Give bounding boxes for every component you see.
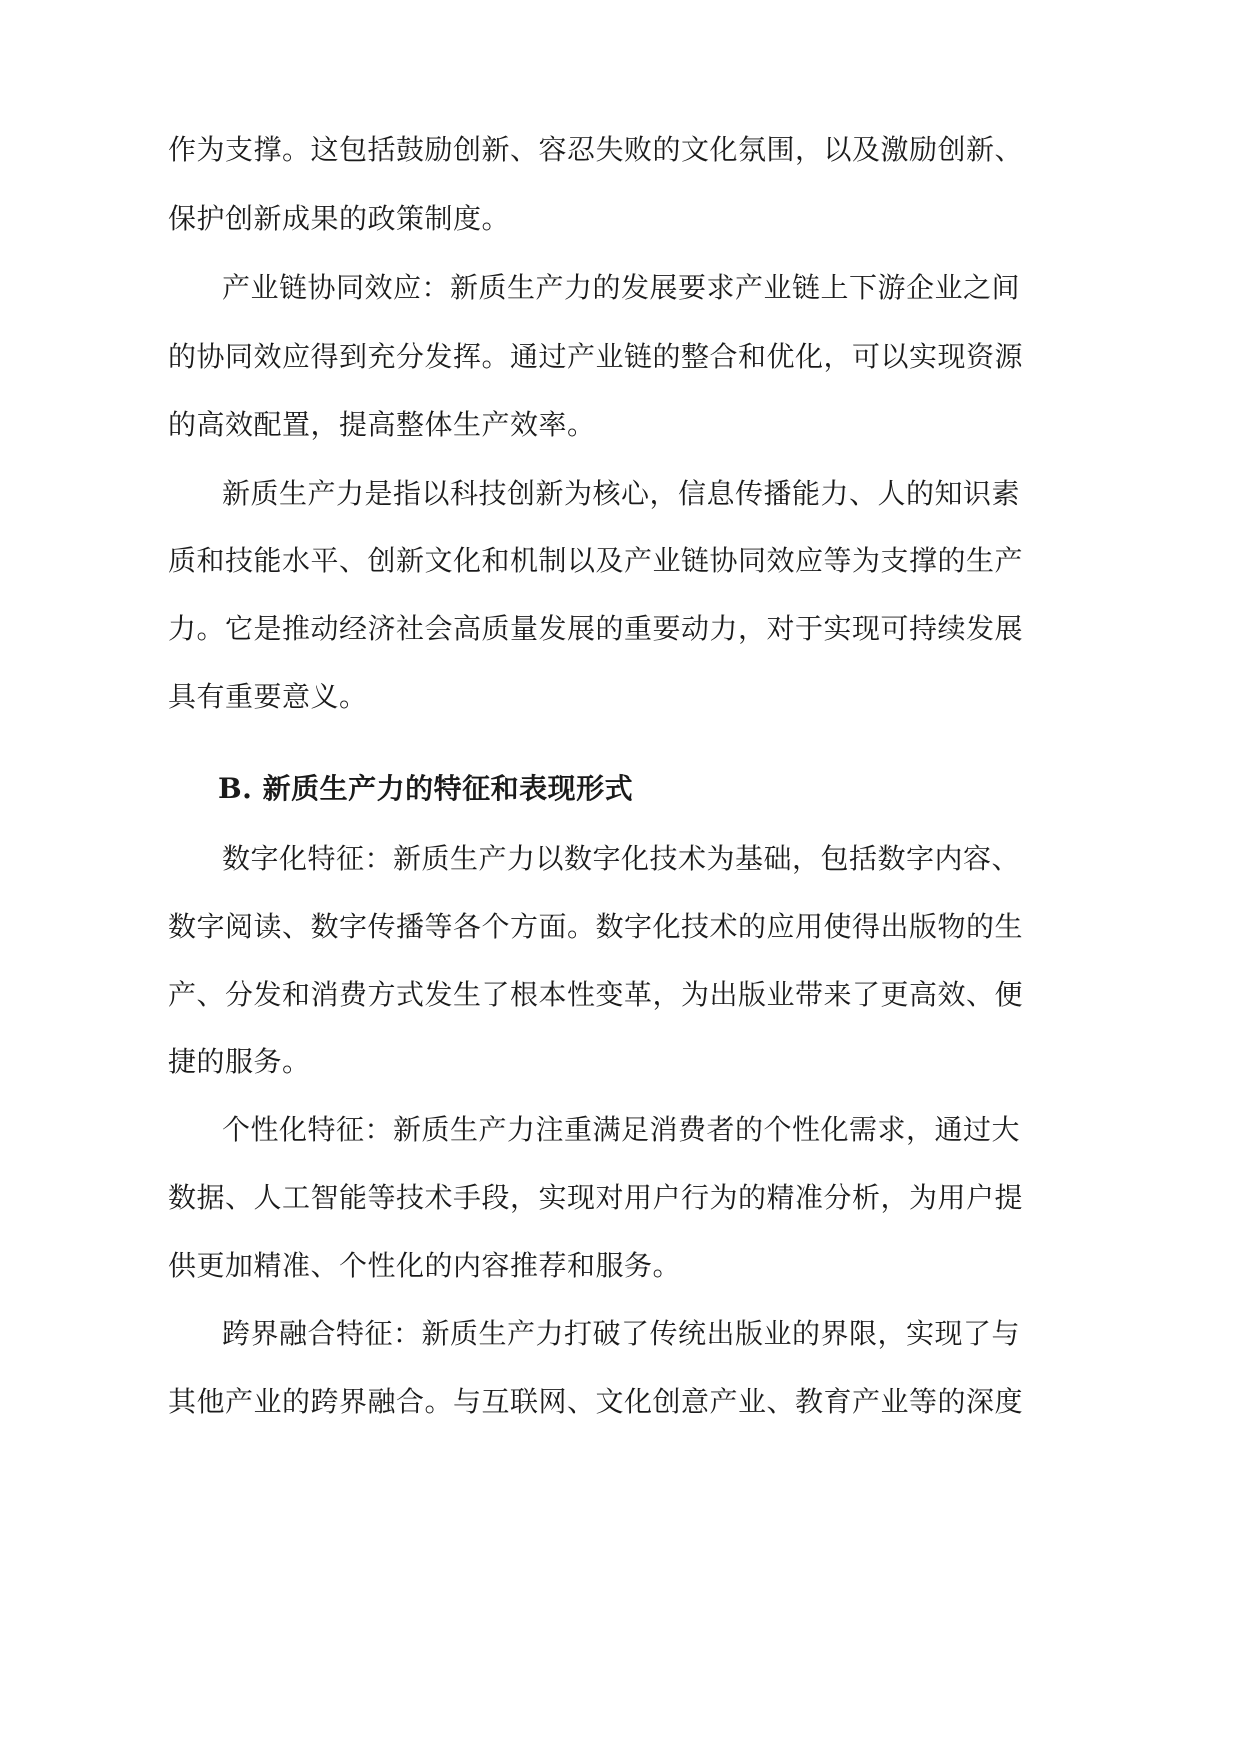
paragraph-line: 数字阅读、数字传播等各个方面。数字化技术的应用使得出版物的生	[168, 910, 1024, 943]
paragraph-line: 个性化特征：新质生产力注重满足消费者的个性化需求，通过大	[222, 1113, 1021, 1146]
paragraph-line: 具有重要意义。	[168, 680, 368, 713]
paragraph-line: 产业链协同效应：新质生产力的发展要求产业链上下游企业之间	[222, 271, 1021, 304]
section-heading: B. 新质生产力的特征和表现形式	[218, 772, 634, 805]
paragraph-line: 数字化特征：新质生产力以数字化技术为基础，包括数字内容、	[222, 842, 1021, 875]
paragraph-line: 质和技能水平、创新文化和机制以及产业链协同效应等为支撑的生产	[168, 544, 1024, 577]
paragraph-line: 力。它是推动经济社会高质量发展的重要动力，对于实现可持续发展	[168, 612, 1024, 645]
paragraph-line: 的协同效应得到充分发挥。通过产业链的整合和优化，可以实现资源	[168, 340, 1024, 373]
paragraph-line: 的高效配置，提高整体生产效率。	[168, 408, 596, 441]
paragraph-line: 新质生产力是指以科技创新为核心，信息传播能力、人的知识素	[222, 477, 1021, 510]
paragraph-line: 产、分发和消费方式发生了根本性变革，为出版业带来了更高效、便	[168, 978, 1024, 1011]
paragraph-line: 保护创新成果的政策制度。	[168, 202, 511, 235]
paragraph-line: 其他产业的跨界融合。与互联网、文化创意产业、教育产业等的深度	[168, 1385, 1024, 1418]
paragraph-line: 数据、人工智能等技术手段，实现对用户行为的精准分析，为用户提	[168, 1181, 1024, 1214]
paragraph-line: 捷的服务。	[168, 1045, 311, 1078]
paragraph-line: 供更加精准、个性化的内容推荐和服务。	[168, 1249, 682, 1282]
paragraph-line: 作为支撑。这包括鼓励创新、容忍失败的文化氛围，以及激励创新、	[168, 133, 1024, 166]
paragraph-line: 跨界融合特征：新质生产力打破了传统出版业的界限，实现了与	[222, 1317, 1021, 1350]
